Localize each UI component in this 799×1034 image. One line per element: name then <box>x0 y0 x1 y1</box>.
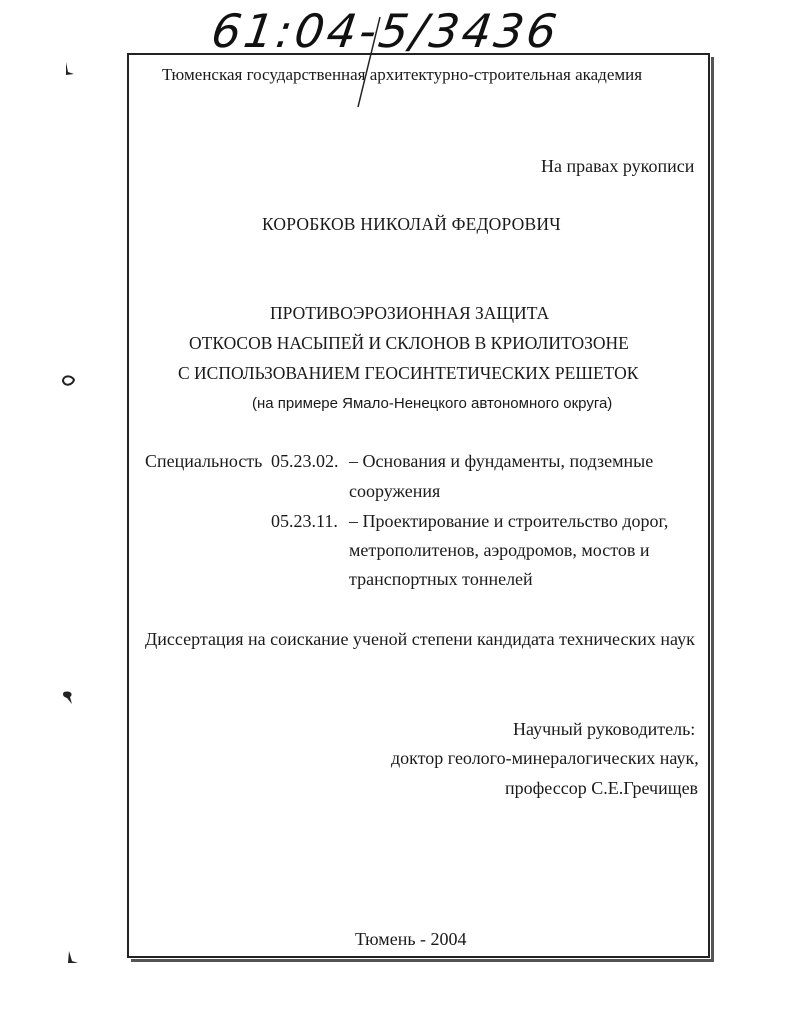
city-year: Тюмень - 2004 <box>355 929 467 949</box>
scan-mark-icon <box>64 948 82 966</box>
specialty-code-1: 05.23.02. <box>271 451 339 471</box>
specialty-2-line-1: – Проектирование и строительство дорог, <box>349 511 669 531</box>
title-subtitle: (на примере Ямало-Ненецкого автономного округа) <box>252 395 613 412</box>
specialty-1-line-1: – Основания и фундаменты, подземные <box>349 451 654 471</box>
scan-mark-icon <box>60 688 78 706</box>
institution-name: Тюменская государственная архитектурно-строительная академия <box>162 65 643 84</box>
specialty-1-line-2: сооружения <box>349 481 441 501</box>
supervisor-name: профессор С.Е.Гречищев <box>505 778 699 798</box>
author-name: КОРОБКОВ НИКОЛАЙ ФЕДОРОВИЧ <box>262 214 561 234</box>
title-line-1: ПРОТИВОЭРОЗИОННАЯ ЗАЩИТА <box>270 303 550 323</box>
specialty-2-line-2: метрополитенов, аэродромов, мостов и <box>349 540 650 560</box>
specialty-code-2: 05.23.11. <box>271 511 338 531</box>
archive-number-handwritten: 61:04-5/3436 <box>208 4 563 58</box>
title-line-2: ОТКОСОВ НАСЫПЕЙ И СКЛОНОВ В КРИОЛИТОЗОНЕ <box>189 333 629 353</box>
supervisor-degree: доктор геолого-минералогических наук, <box>391 748 699 768</box>
manuscript-rights: На правах рукописи <box>541 156 695 176</box>
supervisor-label: Научный руководитель: <box>513 719 696 739</box>
scan-mark-icon <box>60 372 78 390</box>
specialty-label: Специальность <box>145 451 263 471</box>
scan-mark-icon <box>60 60 78 78</box>
dissertation-statement: Диссертация на соискание ученой степени кандидата технических наук <box>145 629 695 649</box>
specialty-2-line-3: транспортных тоннелей <box>349 569 533 589</box>
title-line-3: С ИСПОЛЬЗОВАНИЕМ ГЕОСИНТЕТИЧЕСКИХ РЕШЕТОК <box>178 363 639 383</box>
page-frame <box>127 53 710 958</box>
